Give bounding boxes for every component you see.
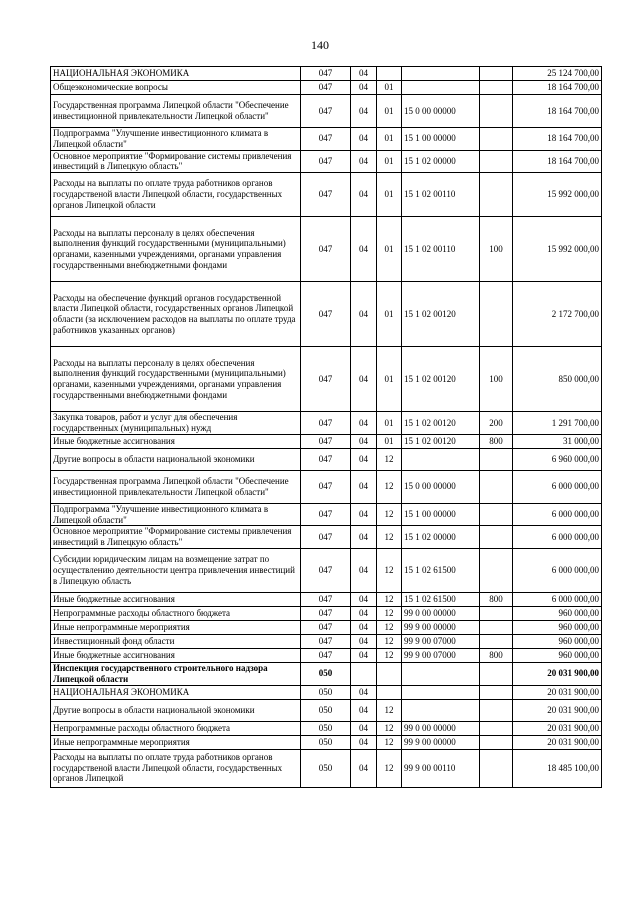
row-name: Основное мероприятие "Формирование системы привлечения инвестиций в Липецкую область" [51, 526, 301, 549]
table-row [51, 592, 602, 606]
row-csr: 15 1 02 00120 [402, 412, 480, 435]
row-gr: 047 [301, 434, 351, 448]
row-sum: 25 124 700,00 [513, 67, 602, 81]
row-vr: 800 [480, 648, 513, 662]
row-pr: 12 [377, 548, 402, 592]
row-sum: 20 031 900,00 [513, 721, 602, 735]
row-sum: 18 485 100,00 [513, 749, 602, 787]
table-row [51, 448, 602, 470]
row-csr: 99 9 00 00110 [402, 749, 480, 787]
row-vr [480, 470, 513, 503]
row-rz: 04 [351, 217, 377, 282]
row-vr [480, 662, 513, 685]
row-vr [480, 173, 513, 217]
row-pr: 12 [377, 620, 402, 634]
row-gr: 047 [301, 282, 351, 347]
table-row [51, 282, 602, 347]
row-vr [480, 685, 513, 699]
row-name: Иные бюджетные ассигнования [51, 592, 301, 606]
row-name: Инспекция государственного строительного надзора Липецкой области [51, 662, 301, 685]
row-vr [480, 67, 513, 81]
row-rz: 04 [351, 620, 377, 634]
row-rz: 04 [351, 721, 377, 735]
row-pr: 12 [377, 592, 402, 606]
row-pr: 12 [377, 699, 402, 721]
row-pr: 12 [377, 634, 402, 648]
row-pr: 12 [377, 749, 402, 787]
row-pr: 12 [377, 448, 402, 470]
row-name: Общеэкономические вопросы [51, 81, 301, 95]
row-pr: 01 [377, 434, 402, 448]
row-rz: 04 [351, 634, 377, 648]
row-sum: 20 031 900,00 [513, 699, 602, 721]
row-gr: 047 [301, 620, 351, 634]
row-name: Другие вопросы в области национальной экономики [51, 448, 301, 470]
row-pr [377, 67, 402, 81]
table-row [51, 412, 602, 435]
row-rz: 04 [351, 606, 377, 620]
table-row [51, 662, 602, 685]
table-row [51, 434, 602, 448]
row-name: Расходы на выплаты по оплате труда работников органов государственой власти Липецкой области, государственных органов Липецкой [51, 749, 301, 787]
row-rz: 04 [351, 347, 377, 412]
row-csr: 15 1 02 61500 [402, 548, 480, 592]
row-gr: 047 [301, 634, 351, 648]
table-row [51, 81, 602, 95]
row-vr [480, 606, 513, 620]
row-sum: 20 031 900,00 [513, 735, 602, 749]
row-sum: 18 164 700,00 [513, 95, 602, 128]
row-name: НАЦИОНАЛЬНАЯ ЭКОНОМИКА [51, 67, 301, 81]
row-vr [480, 150, 513, 173]
row-csr: 99 0 00 00000 [402, 721, 480, 735]
row-rz: 04 [351, 526, 377, 549]
row-pr: 12 [377, 606, 402, 620]
row-gr: 047 [301, 412, 351, 435]
row-csr [402, 662, 480, 685]
row-vr [480, 526, 513, 549]
row-gr: 047 [301, 347, 351, 412]
row-vr: 100 [480, 217, 513, 282]
row-vr [480, 634, 513, 648]
row-name: Закупка товаров, работ и услуг для обеспечения государственных (муниципальных) нужд [51, 412, 301, 435]
table-row [51, 526, 602, 549]
row-name: Основное мероприятие "Формирование системы привлечения инвестиций в Липецкую область" [51, 150, 301, 173]
row-pr: 01 [377, 282, 402, 347]
row-vr [480, 448, 513, 470]
row-csr [402, 67, 480, 81]
row-sum: 15 992 000,00 [513, 173, 602, 217]
table-row [51, 67, 602, 81]
row-sum: 960 000,00 [513, 634, 602, 648]
row-name: Государственная программа Липецкой области "Обеспечение инвестиционной привлекательности Липецкой области" [51, 470, 301, 503]
row-vr [480, 749, 513, 787]
row-csr: 15 1 02 00120 [402, 282, 480, 347]
row-sum: 1 291 700,00 [513, 412, 602, 435]
table-row [51, 648, 602, 662]
row-sum: 18 164 700,00 [513, 128, 602, 151]
row-vr [480, 128, 513, 151]
row-name: Иные бюджетные ассигнования [51, 434, 301, 448]
row-rz: 04 [351, 412, 377, 435]
row-gr: 047 [301, 548, 351, 592]
table-row [51, 150, 602, 173]
row-csr: 99 9 00 07000 [402, 634, 480, 648]
row-sum: 15 992 000,00 [513, 217, 602, 282]
row-sum: 18 164 700,00 [513, 81, 602, 95]
row-gr: 047 [301, 526, 351, 549]
row-gr: 047 [301, 503, 351, 526]
row-vr [480, 81, 513, 95]
row-pr [377, 662, 402, 685]
row-name: Иные бюджетные ассигнования [51, 648, 301, 662]
row-gr: 047 [301, 67, 351, 81]
row-csr: 15 1 00 00000 [402, 503, 480, 526]
row-csr [402, 81, 480, 95]
table-row [51, 503, 602, 526]
row-sum: 960 000,00 [513, 648, 602, 662]
row-pr: 01 [377, 412, 402, 435]
row-csr: 15 1 02 00120 [402, 434, 480, 448]
table-row [51, 735, 602, 749]
table-row [51, 548, 602, 592]
row-sum: 6 000 000,00 [513, 470, 602, 503]
row-rz: 04 [351, 434, 377, 448]
row-sum: 6 000 000,00 [513, 548, 602, 592]
row-sum: 20 031 900,00 [513, 685, 602, 699]
row-gr: 050 [301, 721, 351, 735]
row-gr: 050 [301, 662, 351, 685]
row-gr: 047 [301, 81, 351, 95]
row-rz: 04 [351, 128, 377, 151]
row-sum: 850 000,00 [513, 347, 602, 412]
row-pr: 01 [377, 217, 402, 282]
row-rz: 04 [351, 173, 377, 217]
row-rz: 04 [351, 648, 377, 662]
row-gr: 047 [301, 470, 351, 503]
row-gr: 047 [301, 128, 351, 151]
row-gr: 050 [301, 735, 351, 749]
table-row [51, 749, 602, 787]
row-gr: 047 [301, 150, 351, 173]
page-number: 140 [311, 38, 329, 52]
row-sum: 960 000,00 [513, 620, 602, 634]
row-vr [480, 548, 513, 592]
row-vr [480, 620, 513, 634]
row-vr [480, 721, 513, 735]
row-gr: 050 [301, 699, 351, 721]
row-sum: 20 031 900,00 [513, 662, 602, 685]
row-gr: 050 [301, 749, 351, 787]
row-csr: 15 1 02 00000 [402, 150, 480, 173]
row-vr [480, 95, 513, 128]
row-pr: 01 [377, 150, 402, 173]
row-gr: 047 [301, 448, 351, 470]
row-pr: 12 [377, 721, 402, 735]
row-rz: 04 [351, 592, 377, 606]
table-row [51, 128, 602, 151]
row-csr: 99 9 00 00000 [402, 735, 480, 749]
row-rz: 04 [351, 503, 377, 526]
row-sum: 6 000 000,00 [513, 592, 602, 606]
row-pr: 12 [377, 503, 402, 526]
row-name: Непрограммные расходы областного бюджета [51, 606, 301, 620]
row-csr: 15 1 02 00000 [402, 526, 480, 549]
row-gr: 047 [301, 606, 351, 620]
table-row [51, 721, 602, 735]
row-csr: 15 1 02 00110 [402, 173, 480, 217]
row-name: Расходы на обеспечение функций органов государственной власти Липецкой области, государственных органов Липецкой области (за исключением расходов на выплаты по оплате труда работников указанных органов) [51, 282, 301, 347]
row-rz: 04 [351, 282, 377, 347]
row-vr: 200 [480, 412, 513, 435]
row-pr: 01 [377, 347, 402, 412]
table-row [51, 470, 602, 503]
row-name: Инвестиционный фонд области [51, 634, 301, 648]
row-name: Государственная программа Липецкой области "Обеспечение инвестиционной привлекательности Липецкой области" [51, 95, 301, 128]
row-pr: 01 [377, 128, 402, 151]
row-pr [377, 685, 402, 699]
table-row [51, 685, 602, 699]
row-name: Расходы на выплаты по оплате труда работников органов государственой власти Липецкой области, государственных органов Липецкой области [51, 173, 301, 217]
row-name: Субсидии юридическим лицам на возмещение затрат по осуществлению деятельности центра привлечения инвестиций в Липецкую область [51, 548, 301, 592]
row-gr: 047 [301, 217, 351, 282]
row-pr: 12 [377, 648, 402, 662]
table-row [51, 634, 602, 648]
row-rz: 04 [351, 448, 377, 470]
row-pr: 12 [377, 735, 402, 749]
row-rz: 04 [351, 685, 377, 699]
row-name: Иные непрограммные мероприятия [51, 620, 301, 634]
row-rz: 04 [351, 735, 377, 749]
row-pr: 12 [377, 470, 402, 503]
row-rz: 04 [351, 749, 377, 787]
row-csr: 99 9 00 07000 [402, 648, 480, 662]
row-rz: 04 [351, 470, 377, 503]
row-sum: 6 960 000,00 [513, 448, 602, 470]
row-vr [480, 503, 513, 526]
row-csr [402, 699, 480, 721]
row-gr: 047 [301, 592, 351, 606]
row-csr: 99 9 00 00000 [402, 620, 480, 634]
row-name: Иные непрограммные мероприятия [51, 735, 301, 749]
budget-table [50, 66, 602, 788]
row-name: Непрограммные расходы областного бюджета [51, 721, 301, 735]
row-sum: 960 000,00 [513, 606, 602, 620]
row-gr: 050 [301, 685, 351, 699]
row-name: Другие вопросы в области национальной экономики [51, 699, 301, 721]
table-row [51, 95, 602, 128]
table-row [51, 347, 602, 412]
row-pr: 01 [377, 81, 402, 95]
row-rz: 04 [351, 150, 377, 173]
row-sum: 6 000 000,00 [513, 526, 602, 549]
table-row [51, 699, 602, 721]
row-name: НАЦИОНАЛЬНАЯ ЭКОНОМИКА [51, 685, 301, 699]
row-gr: 047 [301, 648, 351, 662]
row-rz [351, 662, 377, 685]
table-row [51, 606, 602, 620]
row-pr: 12 [377, 526, 402, 549]
row-sum: 18 164 700,00 [513, 150, 602, 173]
row-sum: 6 000 000,00 [513, 503, 602, 526]
row-vr [480, 699, 513, 721]
row-csr [402, 685, 480, 699]
row-csr: 15 1 00 00000 [402, 128, 480, 151]
row-rz: 04 [351, 548, 377, 592]
row-name: Расходы на выплаты персоналу в целях обеспечения выполнения функций государственными (муниципальными) органами, казенными учреждениями, органами управления государственными внебюджетными фондами [51, 347, 301, 412]
row-rz: 04 [351, 67, 377, 81]
row-name: Расходы на выплаты персоналу в целях обеспечения выполнения функций государственными (муниципальными) органами, казенными учреждениями, органами управления государственными внебюджетными фондами [51, 217, 301, 282]
row-gr: 047 [301, 173, 351, 217]
row-rz: 04 [351, 81, 377, 95]
row-csr: 15 1 02 00120 [402, 347, 480, 412]
table-row [51, 173, 602, 217]
row-vr [480, 735, 513, 749]
row-name: Подпрограмма "Улучшение инвестиционного климата в Липецкой области" [51, 503, 301, 526]
row-vr: 800 [480, 434, 513, 448]
row-csr: 15 0 00 00000 [402, 95, 480, 128]
row-sum: 31 000,00 [513, 434, 602, 448]
row-vr: 100 [480, 347, 513, 412]
row-rz: 04 [351, 95, 377, 128]
row-vr: 800 [480, 592, 513, 606]
table-row [51, 217, 602, 282]
row-csr: 99 0 00 00000 [402, 606, 480, 620]
table-row [51, 620, 602, 634]
row-gr: 047 [301, 95, 351, 128]
row-name: Подпрограмма "Улучшение инвестиционного климата в Липецкой области" [51, 128, 301, 151]
row-pr: 01 [377, 95, 402, 128]
row-sum: 2 172 700,00 [513, 282, 602, 347]
row-vr [480, 282, 513, 347]
row-csr: 15 0 00 00000 [402, 470, 480, 503]
row-rz: 04 [351, 699, 377, 721]
row-csr: 15 1 02 00110 [402, 217, 480, 282]
row-pr: 01 [377, 173, 402, 217]
row-csr [402, 448, 480, 470]
row-csr: 15 1 02 61500 [402, 592, 480, 606]
